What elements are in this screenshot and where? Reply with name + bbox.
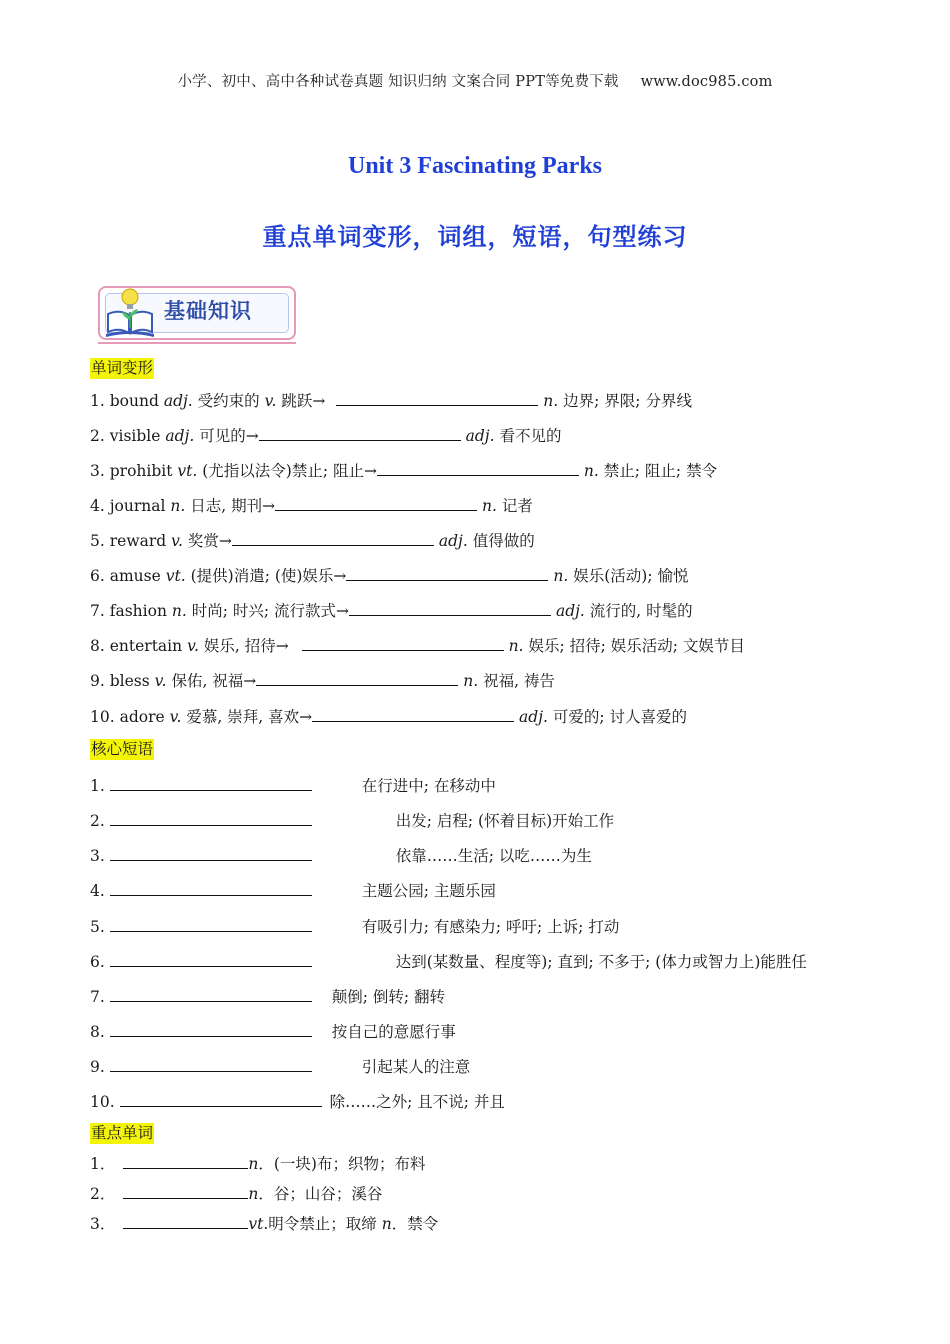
- word-form-row: 8. entertain v. 娱乐, 招待→ n. 娱乐; 招待; 娱乐活动; 文娱节目: [90, 633, 745, 657]
- phrase-row: 4. 主题公园; 主题乐园: [90, 878, 496, 902]
- word-form-row: 4. journal n. 日志, 期刊→ n. 记者: [90, 493, 533, 517]
- word-form-row: 5. reward v. 奖赏→ adj. 值得做的: [90, 528, 535, 552]
- answer-blank[interactable]: [346, 563, 548, 581]
- answer-blank[interactable]: [110, 914, 312, 932]
- answer-blank[interactable]: [110, 843, 312, 861]
- phrase-row: 7. 颠倒; 倒转; 翻转: [90, 984, 445, 1008]
- word-form-row: 3. prohibit vt. (尤指以法令)禁止; 阻止→ n. 禁止; 阻止; 禁令: [90, 458, 717, 482]
- page-title: Unit 3 Fascinating Parks: [347, 153, 602, 179]
- badge-label: 基础知识: [164, 299, 252, 323]
- phrase-row: 10. 除……之外; 且不说; 并且: [90, 1089, 505, 1113]
- answer-blank[interactable]: [120, 1089, 322, 1107]
- answer-blank[interactable]: [110, 984, 312, 1002]
- answer-blank[interactable]: [302, 633, 504, 651]
- key-word-row: 1． n．(一块)布；织物；布料: [90, 1151, 425, 1175]
- key-word-row: 2． n．谷；山谷；溪谷: [90, 1181, 382, 1205]
- phrase-row: 5. 有吸引力; 有感染力; 呼吁; 上诉; 打动: [90, 914, 619, 938]
- answer-blank[interactable]: [110, 1054, 312, 1072]
- phrase-row: 3. 依靠……生活; 以吃……为生: [90, 843, 592, 867]
- answer-blank[interactable]: [259, 423, 461, 441]
- badge-underline: [98, 342, 296, 344]
- answer-blank[interactable]: [110, 808, 312, 826]
- page-header: [0, 70, 950, 91]
- section-badge: [90, 282, 295, 346]
- answer-blank[interactable]: [312, 704, 514, 722]
- word-form-row: 9. bless v. 保佑, 祝福→ n. 祝福, 祷告: [90, 668, 555, 692]
- answer-blank[interactable]: [349, 598, 551, 616]
- word-form-row: 6. amuse vt. (提供)消遣; (使)娱乐→ n. 娱乐(活动); 愉悦: [90, 563, 688, 587]
- key-word-row: 3． vt.明令禁止；取缔 n．禁令: [90, 1211, 438, 1235]
- answer-blank[interactable]: [110, 1019, 312, 1037]
- word-form-row: 1. bound adj. 受约束的 v. 跳跃→ n. 边界; 界限; 分界线: [90, 388, 692, 412]
- answer-blank[interactable]: [110, 773, 312, 791]
- page-subtitle: 重点单词变形，词组，短语，句型练习: [262, 222, 688, 251]
- answer-blank[interactable]: [110, 949, 312, 967]
- answer-blank[interactable]: [110, 878, 312, 896]
- section-word-forms: 单词变形: [91, 359, 154, 377]
- header-text: 小学、初中、高中各种试卷真题 知识归纳 文案合同 PPT等免费下载: [177, 74, 619, 90]
- answer-blank[interactable]: [275, 493, 477, 511]
- section-key-words: 重点单词: [91, 1124, 154, 1142]
- answer-blank[interactable]: [123, 1211, 248, 1229]
- answer-blank[interactable]: [336, 388, 538, 406]
- phrase-row: 1. 在行进中; 在移动中: [90, 773, 496, 797]
- header-site[interactable]: www.doc985.com: [640, 74, 773, 90]
- word-form-row: 10. adore v. 爱慕, 崇拜, 喜欢→ adj. 可爱的; 讨人喜爱的: [90, 704, 687, 728]
- word-form-row: 2. visible adj. 可见的→ adj. 看不见的: [90, 423, 562, 447]
- answer-blank[interactable]: [123, 1181, 248, 1199]
- answer-blank[interactable]: [256, 668, 458, 686]
- book-lightbulb-icon: [100, 284, 160, 342]
- word-form-row: 7. fashion n. 时尚; 时兴; 流行款式→ adj. 流行的, 时髦的: [90, 598, 693, 622]
- answer-blank[interactable]: [123, 1151, 248, 1169]
- answer-blank[interactable]: [232, 528, 434, 546]
- phrase-row: 2. 出发; 启程; (怀着目标)开始工作: [90, 808, 614, 832]
- answer-blank[interactable]: [377, 458, 579, 476]
- section-phrases: 核心短语: [91, 740, 154, 758]
- phrase-row: 9. 引起某人的注意: [90, 1054, 470, 1078]
- phrase-row: 6. 达到(某数量、程度等); 直到; 不多于; (体力或智力上)能胜任: [90, 949, 807, 973]
- phrase-row: 8. 按自己的意愿行事: [90, 1019, 456, 1043]
